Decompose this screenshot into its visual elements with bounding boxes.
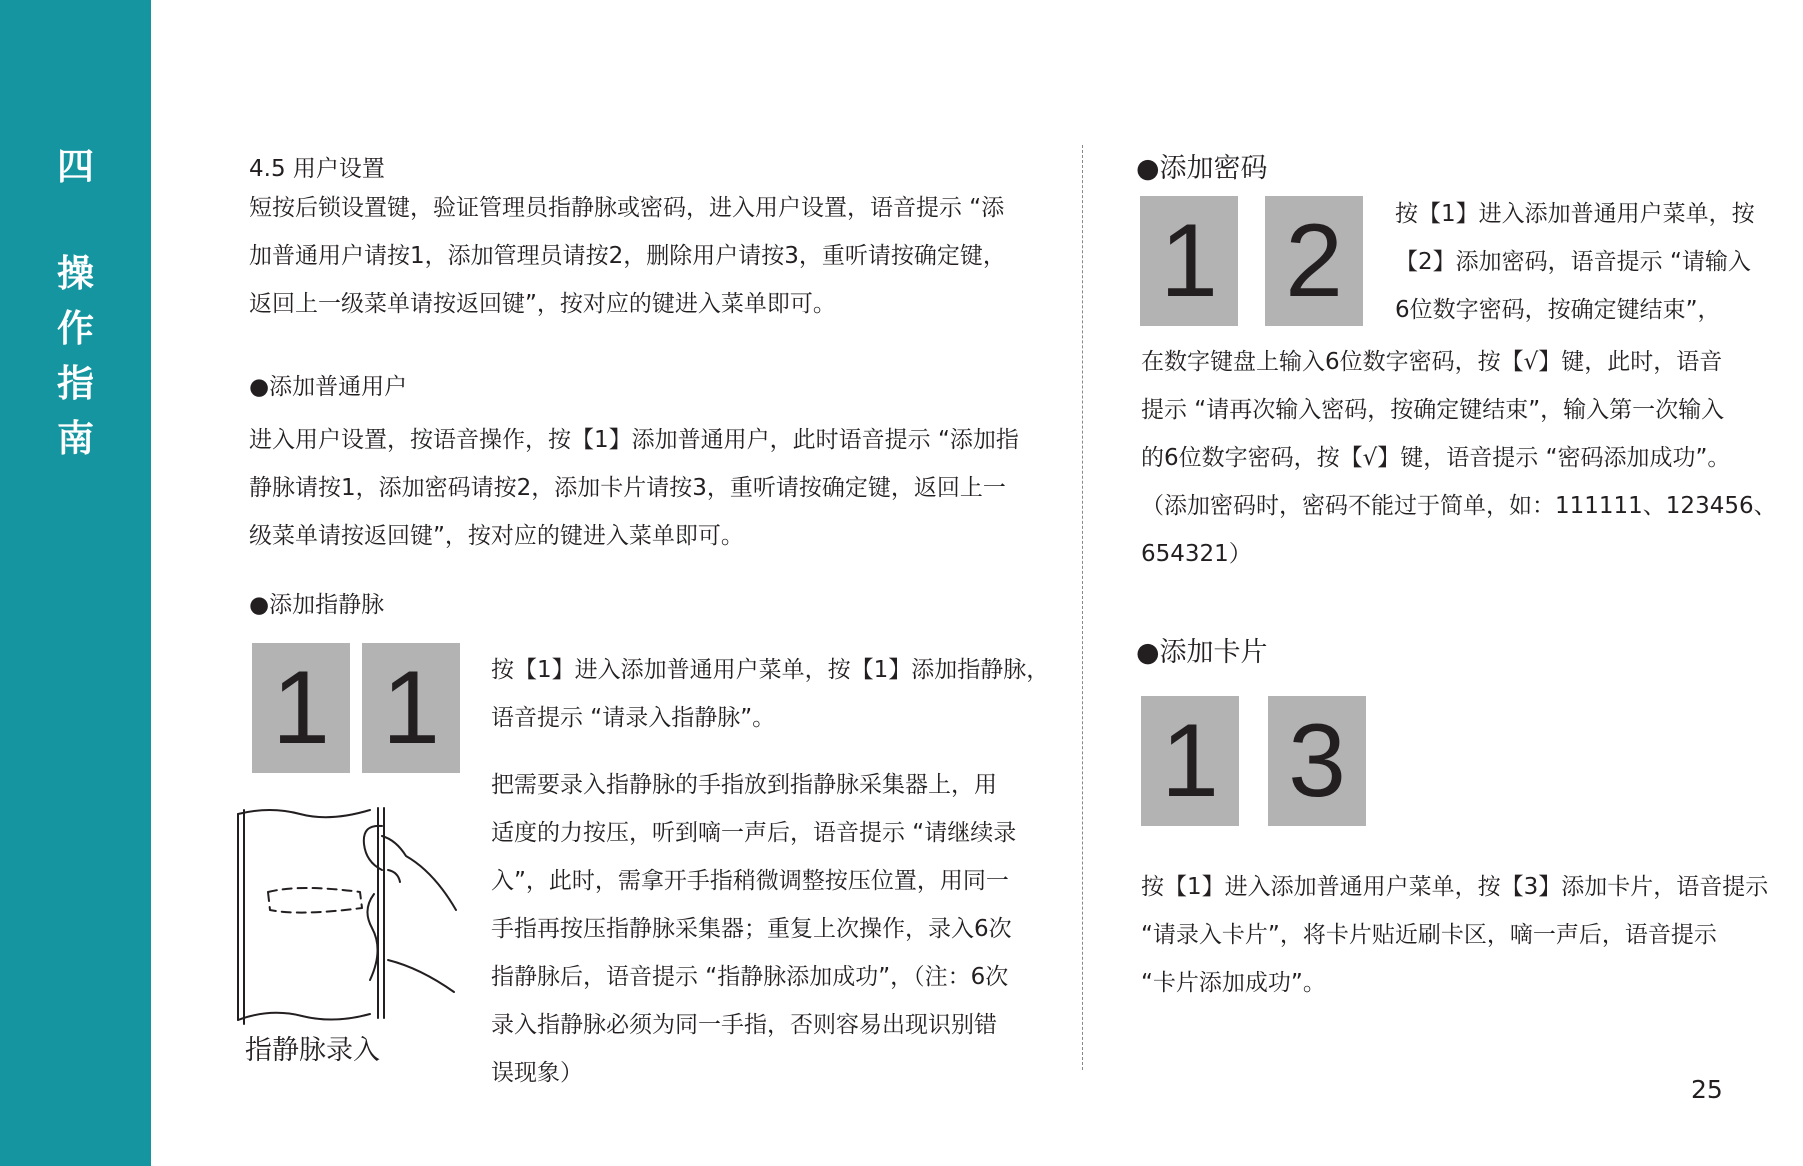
finger-vein-illustration [230, 800, 480, 1030]
intro-line: 短按后锁设置键，验证管理员指静脉或密码，进入用户设置，语音提示 “添 [249, 195, 1005, 221]
chapter-char: 南 [57, 417, 94, 460]
add-user-line: 级菜单请按返回键”，按对应的键进入菜单即可。 [249, 523, 744, 549]
key-box: 3 [1268, 696, 1366, 826]
key-box: 1 [252, 643, 350, 773]
password-side-line: 按【1】进入添加普通用户菜单，按 [1395, 201, 1755, 227]
intro-line: 加普通用户请按1，添加管理员请按2，删除用户请按3，重听请按确定键， [249, 243, 1006, 269]
password-line: 654321） [1141, 541, 1252, 567]
vein-step-line: 指静脉后，语音提示 “指静脉添加成功”，（注：6次 [491, 964, 1009, 990]
chapter-sidebar [0, 0, 151, 1166]
vein-step-line: 误现象） [491, 1060, 583, 1086]
add-vein-heading: ●添加指静脉 [249, 592, 385, 618]
password-line: 在数字键盘上输入6位数字密码，按【√】键，此时，语音 [1141, 349, 1723, 375]
card-line: “卡片添加成功”。 [1141, 970, 1326, 996]
password-line: 的6位数字密码，按【√】键，语音提示 “密码添加成功”。 [1141, 445, 1731, 471]
section-title: 4.5 用户设置 [249, 156, 385, 182]
vein-prompt-line: 按【1】进入添加普通用户菜单，按【1】添加指静脉， [491, 657, 1050, 683]
vein-step-line: 入”，此时，需拿开手指稍微调整按压位置，用同一 [491, 868, 1009, 894]
key-box: 1 [362, 643, 460, 773]
chapter-char: 指 [57, 362, 94, 405]
vein-step-line: 录入指静脉必须为同一手指，否则容易出现识别错 [491, 1012, 997, 1038]
add-card-heading: ●添加卡片 [1136, 637, 1268, 668]
illustration-caption: 指静脉录入 [245, 1035, 380, 1066]
password-side-line: 6位数字密码，按确定键结束”， [1395, 297, 1721, 323]
add-user-heading: ●添加普通用户 [249, 374, 408, 400]
chapter-char: 操 [57, 252, 94, 295]
add-password-heading: ●添加密码 [1136, 153, 1268, 184]
page-number: 25 [1691, 1075, 1723, 1104]
intro-line: 返回上一级菜单请按返回键”，按对应的键进入菜单即可。 [249, 291, 836, 317]
card-line: 按【1】进入添加普通用户菜单，按【3】添加卡片，语音提示 [1141, 874, 1769, 900]
vein-step-line: 把需要录入指静脉的手指放到指静脉采集器上，用 [491, 772, 997, 798]
password-line: 提示 “请再次输入密码，按确定键结束”，输入第一次输入 [1141, 397, 1725, 423]
card-line: “请录入卡片”，将卡片贴近刷卡区，嘀一声后，语音提示 [1141, 922, 1717, 948]
add-user-line: 进入用户设置，按语音操作，按【1】添加普通用户，此时语音提示 “添加指 [249, 427, 1019, 453]
password-line: （添加密码时，密码不能过于简单，如：111111、123456、 [1141, 493, 1777, 519]
vein-step-line: 手指再按压指静脉采集器；重复上次操作，录入6次 [491, 916, 1012, 942]
key-box: 1 [1140, 196, 1238, 326]
key-box: 2 [1265, 196, 1363, 326]
vein-step-line: 适度的力按压，听到嘀一声后，语音提示 “请继续录 [491, 820, 1017, 846]
vein-prompt-line: 语音提示 “请录入指静脉”。 [491, 705, 776, 731]
key-box: 1 [1141, 696, 1239, 826]
column-divider [1082, 145, 1083, 1070]
chapter-char: 四 [57, 145, 94, 188]
chapter-char: 作 [57, 307, 94, 350]
password-side-line: 【2】添加密码，语音提示 “请输入 [1395, 249, 1751, 275]
add-user-line: 静脉请按1，添加密码请按2，添加卡片请按3，重听请按确定键，返回上一 [249, 475, 1006, 501]
